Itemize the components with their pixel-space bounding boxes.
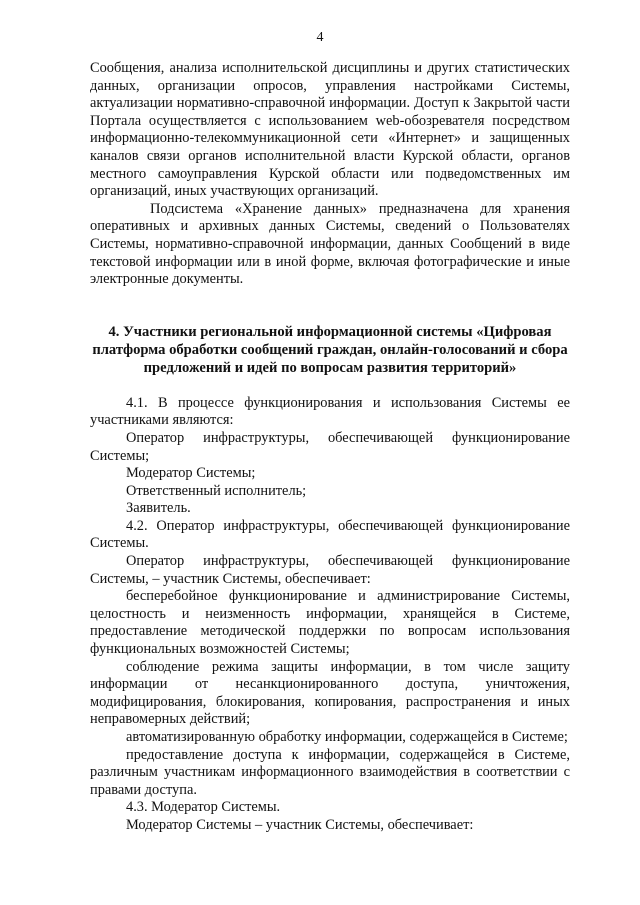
list-item-executor: Ответственный исполнитель; (126, 482, 307, 499)
paragraph-4-3: 4.3. Модератор Системы. (126, 799, 281, 816)
paragraph-data-storage: Подсистема «Хранение данных» предназначена для хранения оперативных и архивных данных Системы, сведений о Пользователях Системы, нормативно-справочной информации, данных Сообщений в виде текстовой информации или в иной форме, включая фотографические и иные электронные документы. (90, 200, 570, 288)
paragraph-operator-provides: Оператор инфраструктуры, обеспечивающей функционирование Системы, – участник Системы, обеспечивает: (90, 553, 570, 587)
page-number: 4 (316, 30, 324, 45)
paragraph-continued: Сообщения, анализа исполнительской дисциплины и других статистических данных, организации опросов, управления настройками Системы, актуализации нормативно-справочной информации. Доступ к Закрытой части Портала осуществляется с использованием web-обозревателя посредством информационно-телекоммуникационной сети «Интернет» и защищенных каналов связи органов исполнительной власти Курской области, органов местного самоуправления Курской области или подведомственных им организаций, иных участвующих организаций. (90, 60, 570, 200)
list-item-operator: Оператор инфраструктуры, обеспечивающей функционирование Системы; (90, 429, 570, 464)
document-body (90, 60, 570, 835)
list-item-automated-processing: автоматизированную обработку информации, содержащейся в Системе; (126, 729, 568, 745)
list-item-access: предоставление доступа к информации, содержащейся в Системе, различным участникам информационного взаимодействия в соответствии с правами доступа. (90, 746, 570, 798)
section-heading: 4. Участники региональной информационной системы «Цифровая платформа обработки сообщений граждан, онлайн-голосований и сбора предложений и идей по вопросам развития территорий» (92, 323, 568, 376)
list-item-protection: соблюдение режима защиты информации, в том числе защиту информации от несанкционированного доступа, уничтожения, модифицирования, блокирования, копирования, распространения и иных неправомерных действий; (90, 658, 570, 728)
paragraph-4-2: 4.2. Оператор инфраструктуры, обеспечивающей функционирование Системы. (90, 517, 570, 552)
paragraph-4-1: 4.1. В процессе функционирования и использования Системы ее участниками являются: (90, 394, 570, 429)
list-item-moderator: Модератор Системы; (126, 465, 256, 482)
paragraph-moderator-provides: Модератор Системы – участник Системы, обеспечивает: (126, 816, 474, 833)
list-item-applicant: Заявитель. (126, 500, 191, 517)
list-item-uninterrupted: бесперебойное функционирование и администрирование Системы, целостность и неизменность информации, хранящейся в Системе, предоставление методической поддержки по вопросам использования функциональных возможностей Системы; (90, 588, 570, 658)
